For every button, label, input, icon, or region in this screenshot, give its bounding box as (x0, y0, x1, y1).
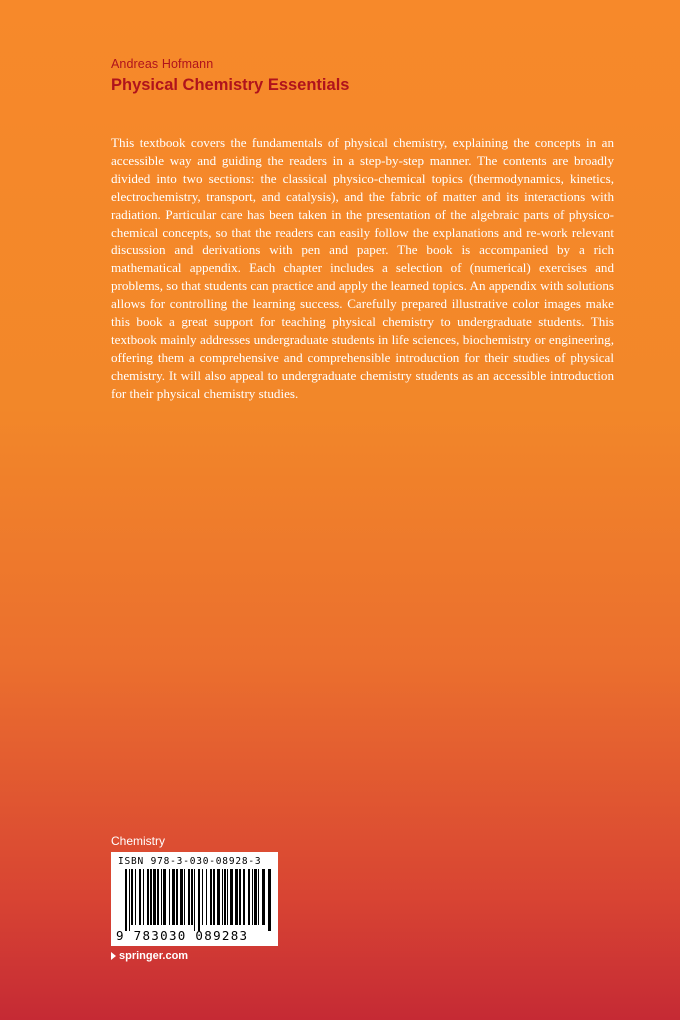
barcode-bar (180, 869, 183, 925)
ean-digits: 9 783030 089283 (116, 928, 249, 943)
barcode-bar (235, 869, 238, 925)
barcode-bar (125, 869, 127, 931)
barcode-bar (143, 869, 144, 925)
barcode-bar (248, 869, 250, 925)
arrow-right-icon (111, 952, 116, 960)
barcode-bar (191, 869, 193, 925)
publisher-website[interactable] (111, 950, 188, 962)
barcode-bar (268, 869, 271, 931)
barcode-bar (206, 869, 207, 925)
barcode-bar (169, 869, 170, 925)
barcode-bar (239, 869, 241, 925)
barcode-bar (227, 869, 228, 925)
website-label: springer.com (119, 950, 189, 962)
barcode-bar (157, 869, 159, 925)
barcode-bar (224, 869, 226, 925)
barcode-bar (230, 869, 233, 925)
barcode-bar (258, 869, 259, 925)
barcode-bar (176, 869, 178, 925)
barcode-bar (262, 869, 265, 925)
barcode-bar (198, 869, 200, 931)
barcode-bar (243, 869, 245, 925)
barcode-bar (252, 869, 253, 925)
author-name: Andreas Hofmann (111, 57, 214, 71)
isbn-barcode (111, 852, 278, 946)
barcode-bar (184, 869, 185, 925)
book-title: Physical Chemistry Essentials (111, 76, 350, 94)
barcode-bar (188, 869, 190, 925)
barcode-bar (147, 869, 149, 925)
barcode-bar (131, 869, 133, 925)
barcode-bar (135, 869, 136, 925)
barcode-bar (153, 869, 156, 925)
barcode-bar (172, 869, 175, 925)
barcode-bar (213, 869, 215, 925)
barcode-bar (129, 869, 130, 931)
isbn-label: ISBN 978-3-030-08928-3 (118, 856, 262, 867)
barcode-bar (194, 869, 195, 931)
barcode-bar (217, 869, 220, 925)
barcode-bar (161, 869, 162, 925)
barcode-bar (210, 869, 212, 925)
barcode-bar (202, 869, 203, 925)
barcode-bar (139, 869, 141, 925)
barcode-bar (150, 869, 152, 925)
barcode-bar (163, 869, 166, 925)
barcode-bar (254, 869, 257, 925)
book-description: This textbook covers the fundamentals of physical chemistry, explaining the concepts in an accessible way and guiding the readers in a step-by-step manner. The contents are broadly divided into two sections: the classical physico-chemical topics (thermodynamics, kinetics, electrochemistry, transport, and catalysis), and the fabric of matter and its interactions with radiation. Particular care has been taken in the presentation of the algebraic parts of physico-chemical concepts, so that the readers can easily follow the explanations and re-work relevant discussion and derivations with pen and paper. The book is accompanied by a rich mathematical appendix. Each chapter includes a selection of (numerical) exercises and problems, so that students can practice and apply the learned topics. An appendix with solutions allows for controlling the learning success. Carefully prepared illustrative color images make this book a great support for teaching physical chemistry to undergraduate students. This textbook mainly addresses undergraduate students in life sciences, biochemistry or engineering, offering them a comprehensive and comprehensible introduction for their studies of physical chemistry. It will also appeal to undergraduate chemistry students as an accessible introduction for their physical chemistry studies. (111, 135, 614, 401)
subject-category: Chemistry (111, 834, 166, 848)
barcode-bar (222, 869, 223, 925)
